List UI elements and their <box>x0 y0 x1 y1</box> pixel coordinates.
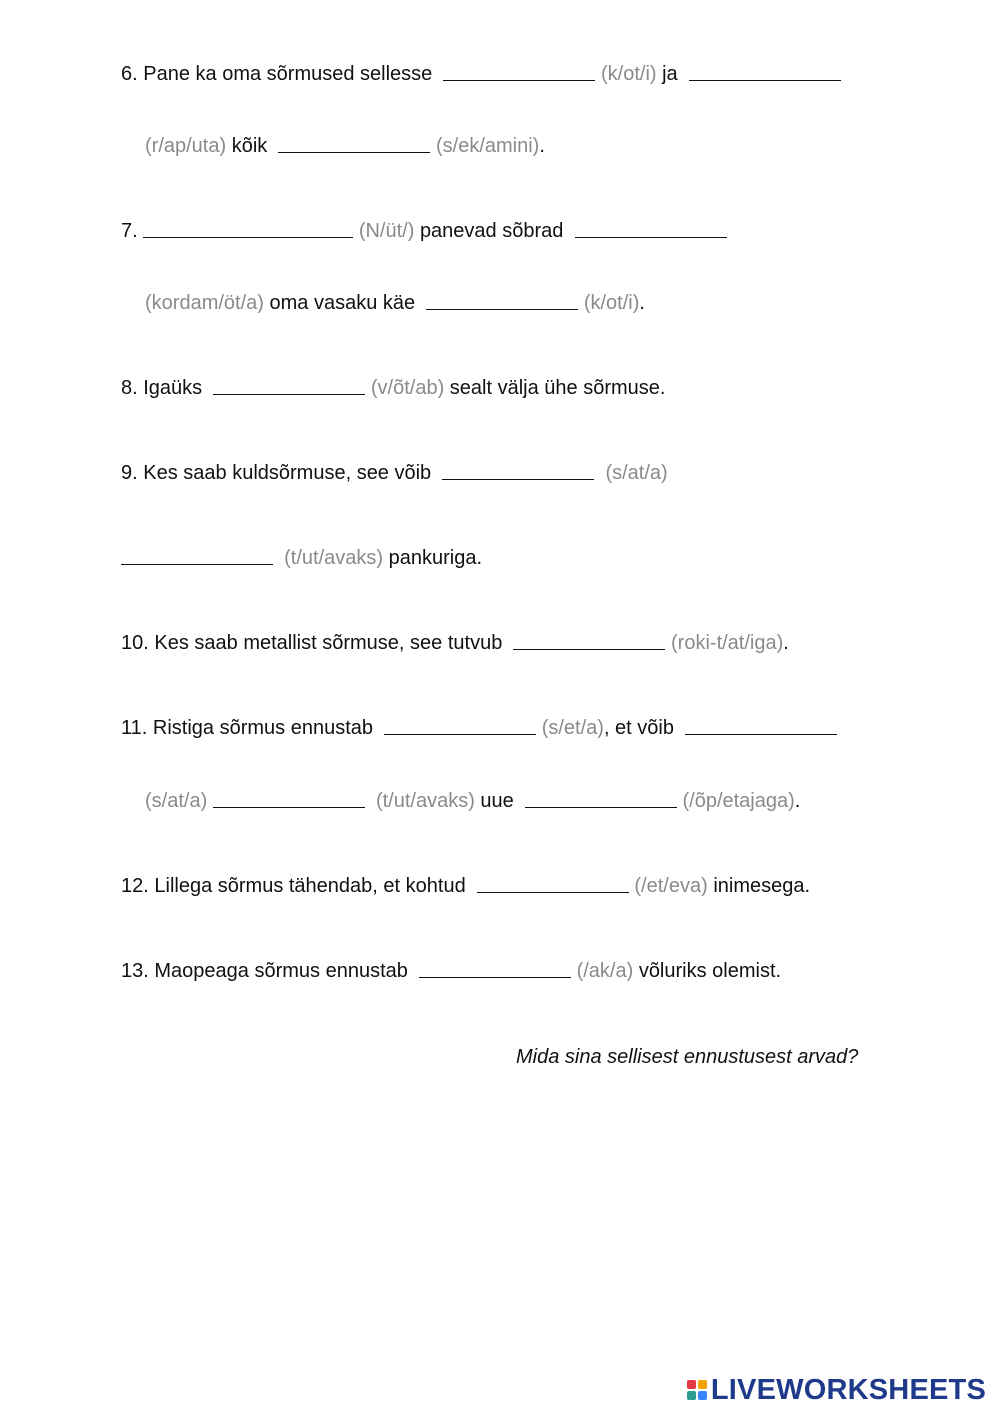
sentence-end: . <box>783 632 789 654</box>
answer-blank[interactable] <box>689 62 841 81</box>
sentence-text: Igaüks <box>143 377 203 399</box>
exercise-9-line-2 <box>121 546 482 570</box>
sentence-text: ja <box>662 63 678 85</box>
hint-text: (/ak/a) <box>576 960 634 982</box>
exercise-number: 7. <box>121 220 138 242</box>
sentence-text: võluriks olemist. <box>638 960 782 982</box>
sentence-end: . <box>639 292 645 314</box>
sentence-end: . <box>539 135 545 157</box>
hint-text: (s/at/a) <box>605 462 668 484</box>
sentence-text: oma vasaku käe <box>269 292 416 314</box>
exercise-number: 10. <box>121 632 149 654</box>
answer-blank[interactable] <box>278 134 430 153</box>
answer-blank[interactable] <box>525 789 677 808</box>
hint-text: (r/ap/uta) <box>145 135 227 157</box>
exercise-11-line-2 <box>145 789 800 813</box>
answer-blank[interactable] <box>143 219 353 238</box>
exercise-7-line-1 <box>121 219 727 243</box>
sentence-text: Maopeaga sõrmus ennustab <box>154 960 408 982</box>
hint-text: (t/ut/avaks) <box>375 790 475 812</box>
sentence-text: panevad sõbrad <box>419 220 564 242</box>
sentence-text: sealt välja ühe sõrmuse. <box>449 377 666 399</box>
hint-text: (k/ot/i) <box>600 63 657 85</box>
sentence-text: , et võib <box>603 717 674 739</box>
hint-text: (N/üt/) <box>358 220 415 242</box>
answer-blank[interactable] <box>384 716 536 735</box>
answer-blank[interactable] <box>575 219 727 238</box>
answer-blank[interactable] <box>443 62 595 81</box>
exercise-number: 8. <box>121 377 138 399</box>
sentence-text: Kes saab metallist sõrmuse, see tutvub <box>154 632 503 654</box>
answer-blank[interactable] <box>213 789 365 808</box>
exercise-6-line-2 <box>145 134 545 158</box>
sentence-text: Lillega sõrmus tähendab, et kohtud <box>154 875 466 897</box>
liveworksheets-logo <box>687 1375 986 1405</box>
hint-text: (roki-t/at/iga) <box>671 632 784 654</box>
answer-blank[interactable] <box>442 461 594 480</box>
answer-blank[interactable] <box>426 291 578 310</box>
closing-question: Mida sina sellisest ennustusest arvad? <box>516 1046 859 1068</box>
sentence-text: Kes saab kuldsõrmuse, see võib <box>143 462 432 484</box>
exercise-number: 13. <box>121 960 149 982</box>
answer-blank[interactable] <box>685 716 837 735</box>
hint-text: (kordam/öt/a) <box>145 292 264 314</box>
hint-text: (s/ek/amini) <box>435 135 540 157</box>
exercise-number: 9. <box>121 462 138 484</box>
hint-text: (/õp/etajaga) <box>682 790 795 812</box>
exercise-12-line-1 <box>121 874 810 898</box>
sentence-text: kõik <box>231 135 268 157</box>
hint-text: (k/ot/i) <box>583 292 640 314</box>
exercise-number: 12. <box>121 875 149 897</box>
answer-blank[interactable] <box>213 376 365 395</box>
sentence-text: Ristiga sõrmus ennustab <box>152 717 373 739</box>
sentence-end: . <box>794 790 801 812</box>
exercise-11-line-1 <box>121 716 837 740</box>
sentence-text: uue <box>480 790 514 812</box>
sentence-text: inimesega. <box>713 875 811 897</box>
hint-text: (v/õt/ab) <box>370 377 445 399</box>
exercise-number: 6. <box>121 63 138 85</box>
answer-blank[interactable] <box>477 874 629 893</box>
hint-text: (s/et/a) <box>541 717 604 739</box>
sentence-text: Pane ka oma sõrmused sellesse <box>143 63 433 85</box>
exercise-6-line-1 <box>121 62 841 86</box>
hint-text: (s/at/a) <box>145 790 208 812</box>
exercise-8-line-1 <box>121 376 665 400</box>
answer-blank[interactable] <box>513 631 665 650</box>
hint-text: (/et/eva) <box>634 875 708 897</box>
answer-blank[interactable] <box>419 959 571 978</box>
exercise-13-line-1 <box>121 959 781 983</box>
sentence-text: pankuriga. <box>388 547 483 569</box>
hint-text: (t/ut/avaks) <box>284 547 384 569</box>
answer-blank[interactable] <box>121 546 273 565</box>
exercise-7-line-2 <box>145 291 645 315</box>
logo-icon <box>687 1380 707 1400</box>
exercise-10-line-1 <box>121 631 789 655</box>
logo-text: LIVEWORKSHEETS <box>710 1373 986 1406</box>
exercise-9-line-1 <box>121 461 668 485</box>
exercise-number: 11. <box>121 717 148 739</box>
